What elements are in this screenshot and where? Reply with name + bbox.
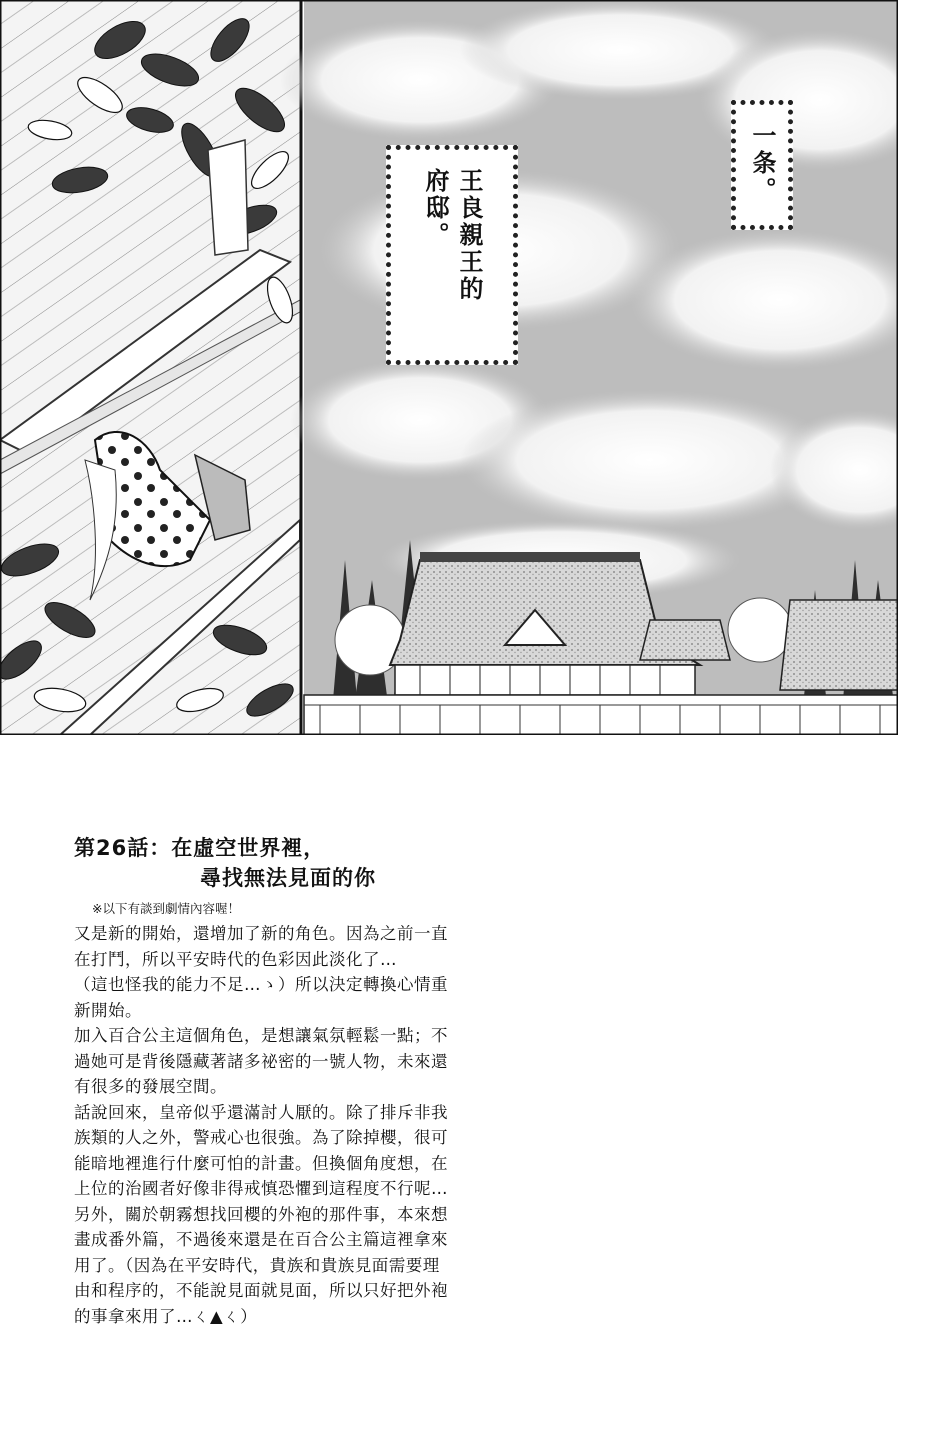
- note-line: 話說回來，皇帝似乎還滿討人厭的。除了排斥非我: [74, 1102, 448, 1122]
- right-panel: [280, 0, 898, 735]
- left-panel: [0, 0, 300, 735]
- note-line: 畫成番外篇，不過後來還是在百合公主篇這裡拿來: [74, 1230, 448, 1249]
- note-line: 有很多的發展空間。: [74, 1077, 227, 1096]
- spoiler-warning: ※以下有談到劇情內容喔！: [92, 901, 240, 916]
- author-notes: [74, 833, 534, 1329]
- caption-text: 府邸。: [421, 168, 449, 249]
- note-line: （這也怪我的能力不足…ゝ）所以決定轉換心情重: [74, 975, 448, 994]
- note-line: 新開始。: [74, 1000, 142, 1020]
- note-line: 過她可是背後隱藏著諸多祕密的一號人物，未來還: [74, 1051, 448, 1071]
- caption-text: 王良親王的: [455, 168, 483, 303]
- chapter-subtitle: 尋找無法見面的你: [200, 866, 376, 890]
- caption-box-location: [731, 100, 793, 230]
- note-line: 用了。（因為在平安時代，貴族和貴族見面需要理: [74, 1255, 440, 1275]
- note-line: 由和程序的，不能說見面就見面，所以只好把外袍: [74, 1281, 448, 1300]
- chapter-title: 第26話：在虛空世界裡，: [74, 836, 326, 860]
- note-line: 又是新的開始，還增加了新的角色。因為之前一直: [74, 924, 448, 943]
- note-line: 在打鬥，所以平安時代的色彩因此淡化了…: [74, 949, 397, 969]
- note-line: 的事拿來用了…ㄑ▲ㄑ）: [74, 1306, 258, 1326]
- manga-illustration: [0, 0, 898, 735]
- caption-box-residence: [386, 145, 518, 365]
- note-line: 族類的人之外，警戒心也很強。為了除掉櫻，很可: [74, 1128, 448, 1147]
- note-line: 加入百合公主這個角色，是想讓氣氛輕鬆一點；不: [74, 1026, 448, 1045]
- note-line: 另外，關於朝霧想找回櫻的外袍的那件事，本來想: [74, 1204, 448, 1224]
- notes-body: [74, 921, 534, 1329]
- note-line: 能暗地裡進行什麼可怕的計畫。但換個角度想，在: [74, 1153, 448, 1173]
- note-line: 上位的治國者好像非得戒慎恐懼到這程度不行呢…: [74, 1179, 448, 1198]
- caption-text: 一条。: [748, 123, 776, 204]
